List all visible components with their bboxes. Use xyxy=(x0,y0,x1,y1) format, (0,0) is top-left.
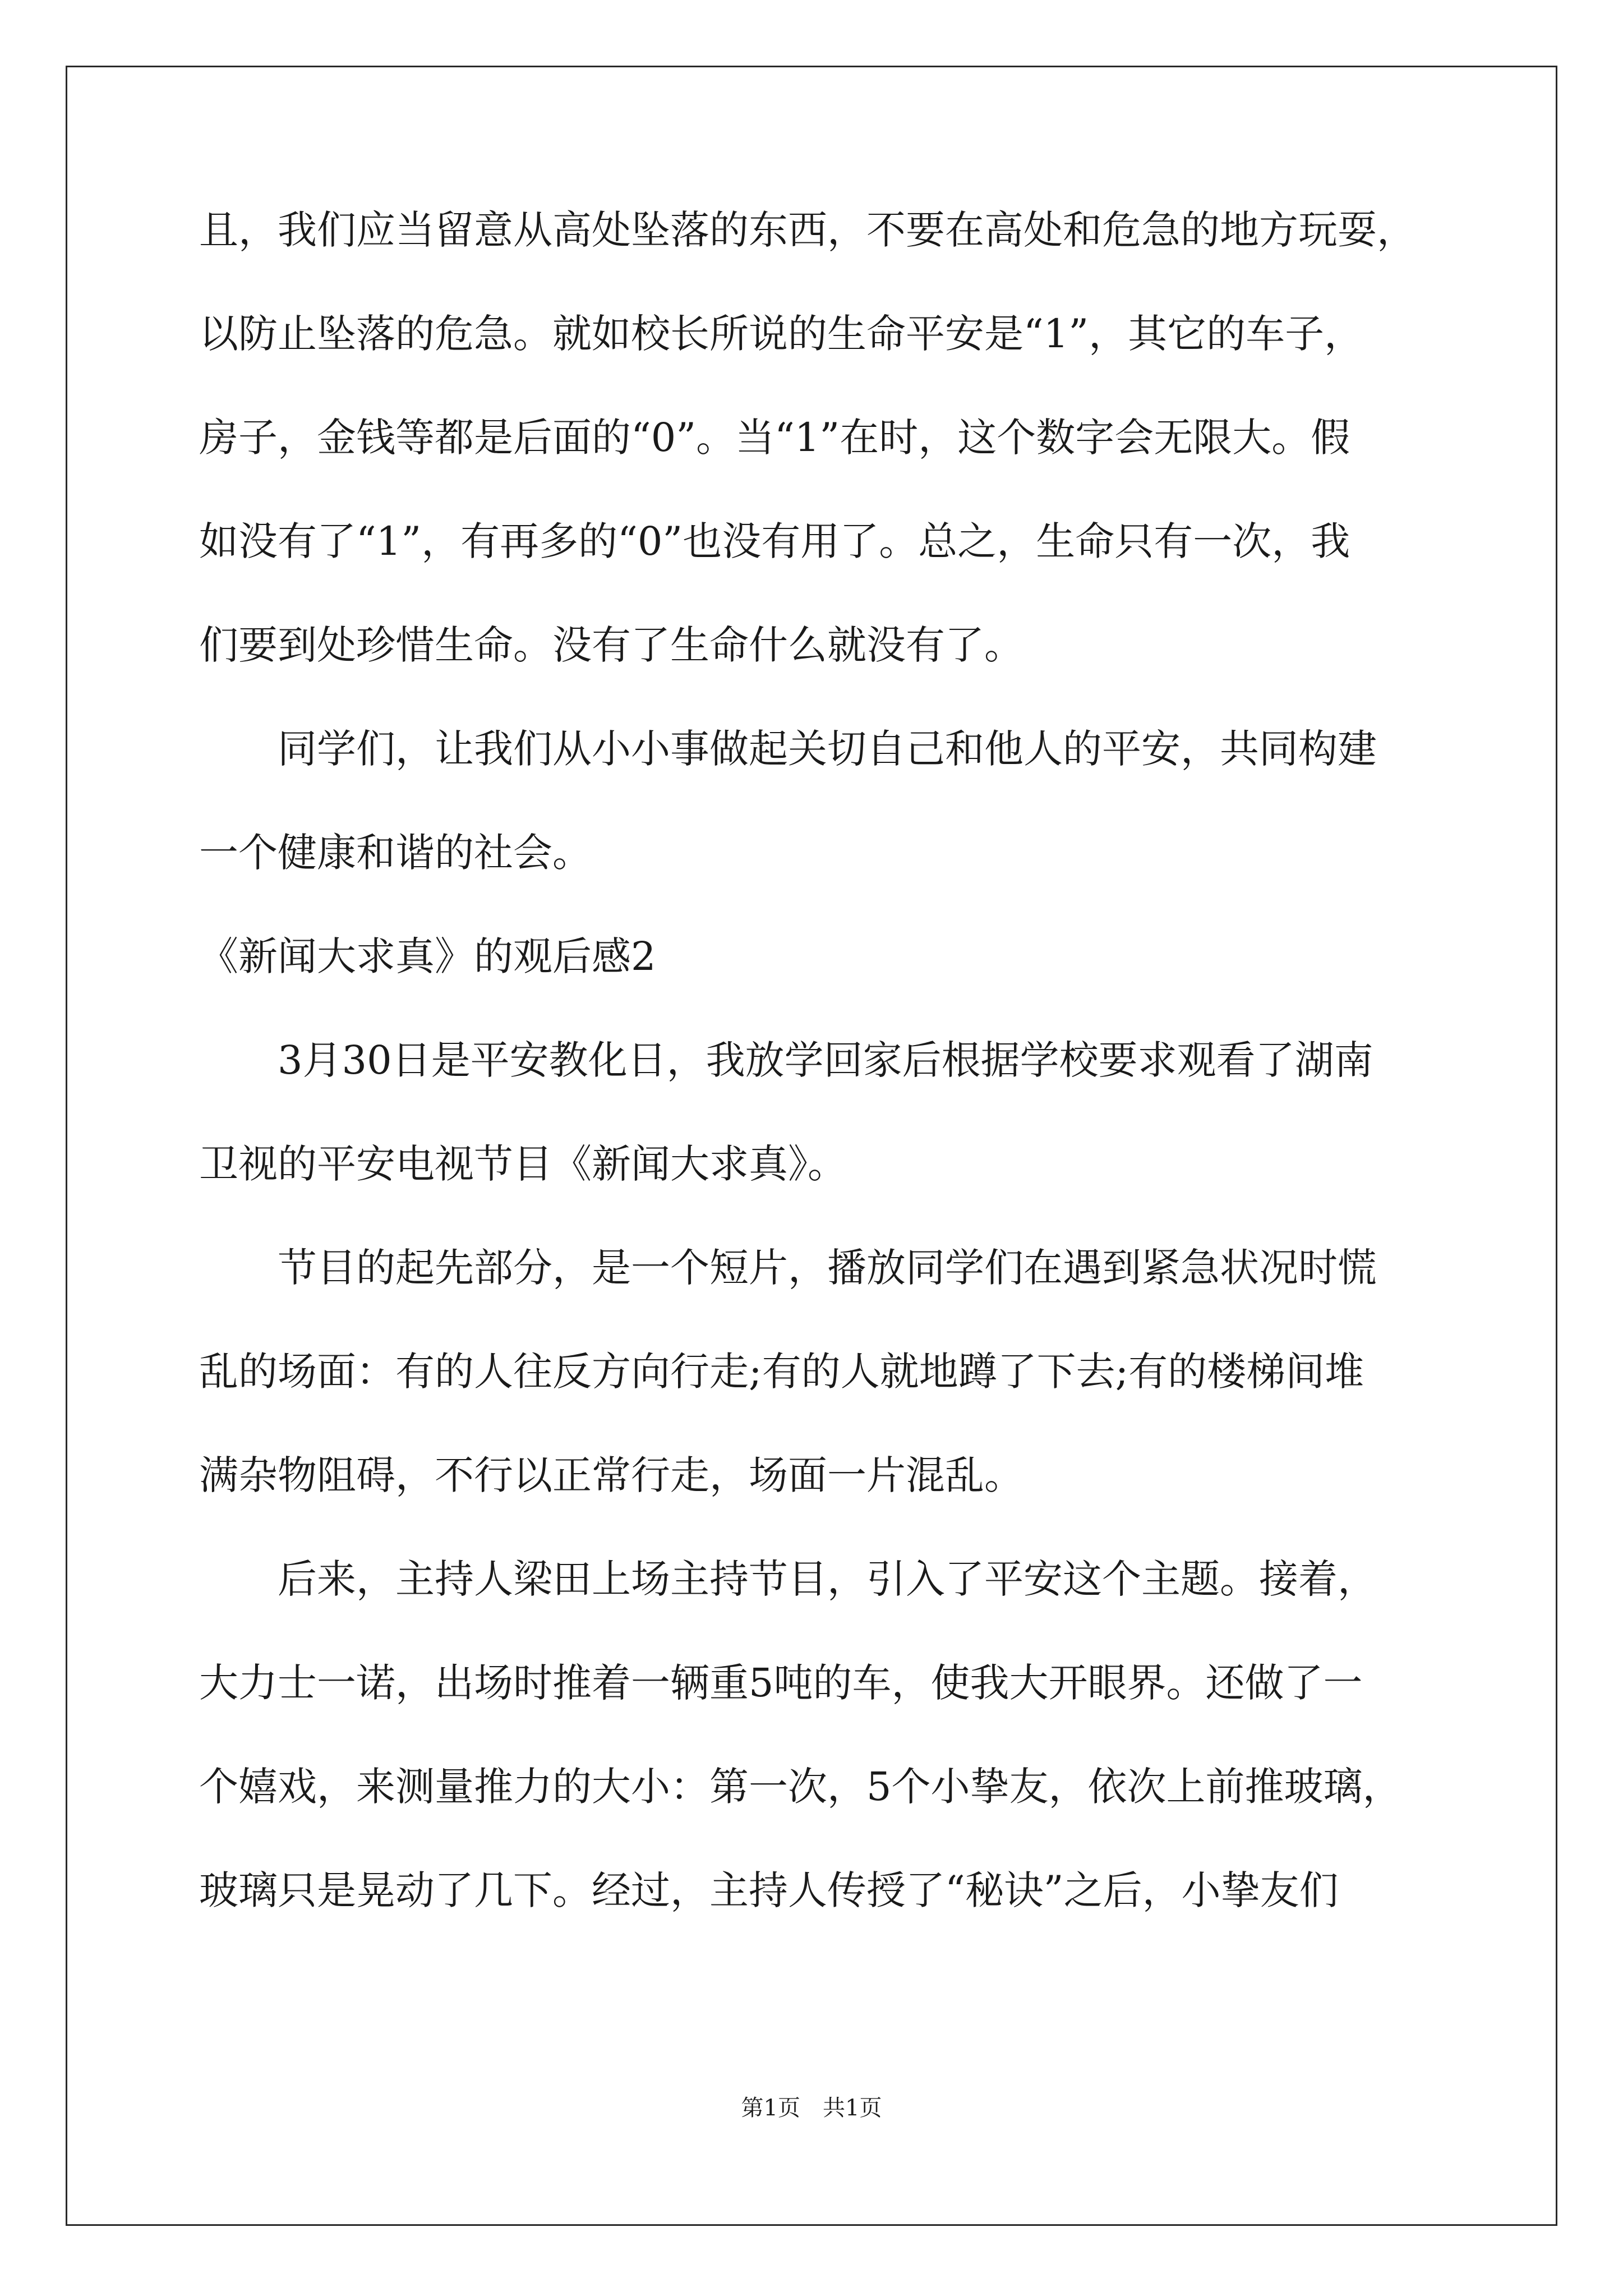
text-line: 满杂物阻碍，不行以正常行走，场面一片混乱。 xyxy=(199,1452,1023,1498)
text-line: 卫视的平安电视节目《新闻大求真》。 xyxy=(199,1141,847,1187)
text-line: 乱的场面：有的人往反方向行走;有的人就地蹲了下去;有的楼梯间堆 xyxy=(199,1349,1364,1395)
section-heading: 《新闻大求真》的观后感2 xyxy=(199,933,656,979)
paragraph-start-line: 节目的起先部分，是一个短片，播放同学们在遇到紧急状况时慌 xyxy=(199,1245,1377,1291)
text-line: 如没有了“1”，有再多的“0”也没有用了。总之，生命只有一次，我 xyxy=(199,518,1350,564)
paragraph-start-line: 3月30日是平安教化日，我放学回家后根据学校要求观看了湖南 xyxy=(199,1037,1373,1083)
text-line: 房子，金钱等都是后面的“0”。当“1”在时，这个数字会无限大。假 xyxy=(199,415,1350,461)
page-footer: 第1页 共1页 xyxy=(741,2095,882,2121)
text-line: 个嬉戏，来测量推力的大小：第一次，5个小挚友，依次上前推玻璃， xyxy=(199,1764,1402,1810)
text-line: 玻璃只是晃动了几下。经过，主持人传授了“秘诀”之后，小挚友们 xyxy=(199,1867,1339,1913)
text-line: 大力士一诺，出场时推着一辆重5吨的车，使我大开眼界。还做了一 xyxy=(199,1660,1363,1706)
paragraph-start-line: 后来，主持人梁田上场主持节目，引入了平安这个主题。接着， xyxy=(199,1556,1377,1602)
text-line: 一个健康和谐的社会。 xyxy=(199,830,592,876)
paragraph-start-line: 同学们，让我们从小小事做起关切自己和他人的平安，共同构建 xyxy=(199,726,1377,772)
text-line: 们要到处珍惜生命。没有了生命什么就没有了。 xyxy=(199,622,1023,668)
text-line: 且，我们应当留意从高处坠落的东西，不要在高处和危急的地方玩耍， xyxy=(199,207,1416,253)
text-line: 以防止坠落的危急。就如校长所说的生命平安是“1”，其它的车子， xyxy=(199,311,1364,357)
